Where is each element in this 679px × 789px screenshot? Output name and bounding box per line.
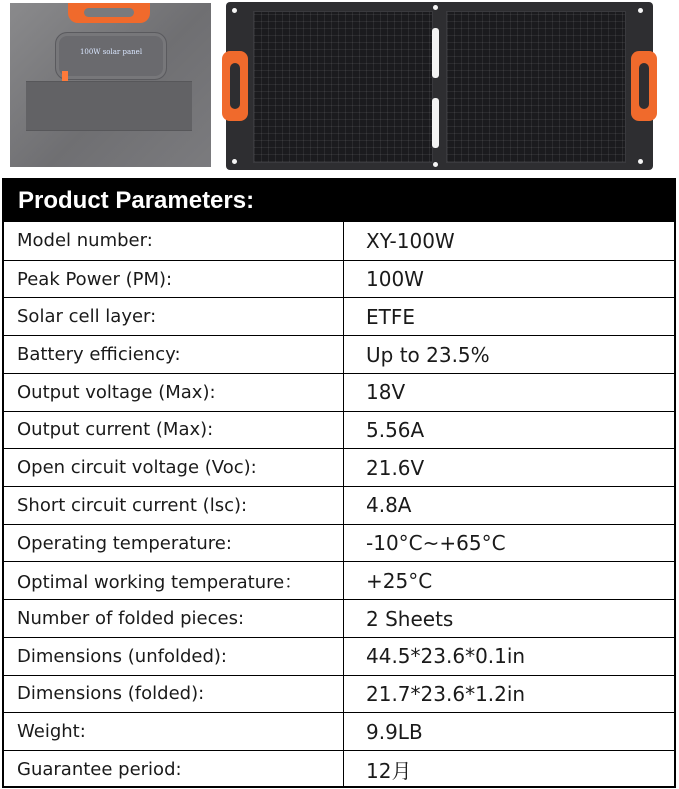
parameter-label: Weight: <box>4 713 344 750</box>
carry-handle <box>68 3 150 23</box>
table-title: Product Parameters: <box>4 180 674 222</box>
grommet-icon <box>638 8 643 13</box>
table-row <box>4 411 674 449</box>
center-slot-top <box>432 28 439 78</box>
parameter-label: Solar cell layer: <box>4 298 344 335</box>
parameter-label: Model number: <box>4 222 344 260</box>
grommet-icon <box>433 5 438 10</box>
table-row <box>4 599 674 637</box>
parameter-label: Battery efficiency: <box>4 336 344 373</box>
parameter-value: XY-100W <box>366 228 455 253</box>
parameter-label: Open circuit voltage (Voc): <box>4 449 344 486</box>
table-row <box>4 675 674 713</box>
table-row <box>4 561 674 599</box>
parameter-label: Peak Power (PM): <box>4 261 344 298</box>
parameter-label: Operating temperature: <box>4 525 344 562</box>
parameter-label: Guarantee period: <box>4 751 344 788</box>
table-row <box>4 750 674 788</box>
unfolded-panel-photo <box>226 2 653 170</box>
solar-cell-right <box>446 11 626 163</box>
solar-cell-left <box>253 11 433 163</box>
table-row <box>4 297 674 335</box>
grommet-icon <box>638 159 643 164</box>
table-row <box>4 222 674 260</box>
parameter-value: Up to 23.5% <box>366 342 490 367</box>
parameter-value: 21.7*23.6*1.2in <box>366 681 526 706</box>
parameter-label: Optimal working temperature： <box>4 562 344 599</box>
parameter-value: 9.9LB <box>366 719 423 744</box>
parameter-value: 12月 <box>366 758 412 783</box>
parameter-value: ETFE <box>366 304 415 329</box>
parameter-value: +25°C <box>366 568 433 593</box>
table-row <box>4 448 674 486</box>
parameter-value: 5.56A <box>366 417 425 442</box>
table-row <box>4 486 674 524</box>
parameter-rows <box>4 222 674 788</box>
parameter-value: 2 Sheets <box>366 606 454 631</box>
center-slot-bottom <box>432 98 439 148</box>
table-row <box>4 260 674 298</box>
parameter-value: 18V <box>366 380 406 405</box>
table-row <box>4 373 674 411</box>
table-row <box>4 712 674 750</box>
folded-panel-photo <box>10 3 211 167</box>
parameter-label: Dimensions (unfolded): <box>4 638 344 675</box>
parameter-label: Number of folded pieces: <box>4 600 344 637</box>
parameter-value: 4.8A <box>366 493 412 518</box>
product-parameters-table <box>2 178 676 788</box>
parameter-value: -10°C~+65°C <box>366 531 506 556</box>
parameter-value: 21.6V <box>366 455 425 480</box>
right-handle <box>631 51 657 121</box>
parameter-label: Short circuit current (lsc): <box>4 487 344 524</box>
table-row <box>4 335 674 373</box>
grommet-icon <box>232 8 237 13</box>
parameter-label: Output voltage (Max): <box>4 374 344 411</box>
grommet-icon <box>433 162 438 167</box>
grommet-icon <box>232 159 237 164</box>
zip-pouch <box>55 32 167 80</box>
left-handle <box>222 51 248 121</box>
fold-pocket <box>26 81 192 131</box>
pouch-label: 100W solar panel <box>79 48 143 56</box>
parameter-label: Dimensions (folded): <box>4 676 344 713</box>
table-row <box>4 524 674 562</box>
zipper-tab <box>62 71 68 81</box>
parameter-value: 44.5*23.6*0.1in <box>366 644 526 669</box>
parameter-label: Output current (Max): <box>4 412 344 449</box>
table-row <box>4 637 674 675</box>
parameter-value: 100W <box>366 267 424 292</box>
